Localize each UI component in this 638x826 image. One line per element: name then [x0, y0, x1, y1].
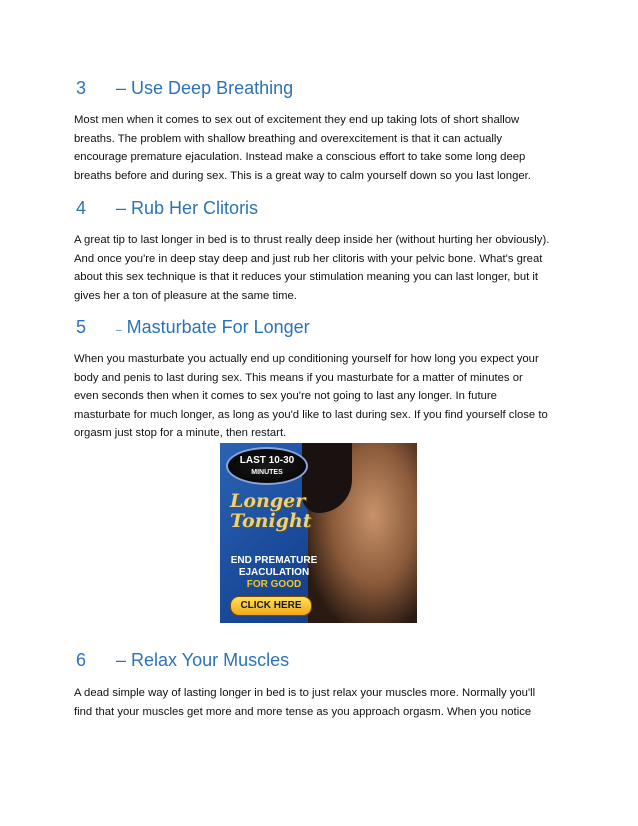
ad-tagline-emphasis: FOR GOOD — [246, 579, 302, 590]
section-number: 3 — [76, 78, 87, 98]
ad-badge-sub: MINUTES — [251, 469, 283, 476]
section-6-body: A dead simple way of lasting longer in bed is to just relax your muscles more. Normally you'll find that your muscles get more and more tense as you approach orgasm. When you notice — [74, 687, 536, 718]
section-dash: – — [116, 650, 127, 670]
section-number: 4 — [76, 198, 87, 218]
ad-script-line2: Tonight — [230, 510, 312, 532]
ad-banner[interactable] — [220, 443, 417, 623]
section-title: Use Deep Breathing — [131, 78, 294, 98]
section-title: Rub Her Clitoris — [131, 198, 259, 218]
ad-script-line1: Longer — [230, 490, 306, 512]
ad-tagline — [224, 543, 324, 603]
section-4-body: A great tip to last longer in bed is to thrust really deep inside her (without hurting her obviously). And once you're in deep stay deep and just rub her clitoris with your pelvic bone. What's great about this sex technique is that it reduces your stimulation meaning you can last longer, but it gives her a ton of pleasure at the same time. — [74, 234, 550, 302]
section-number: 5 — [76, 317, 87, 337]
section-3-heading — [76, 78, 293, 99]
ad-badge — [226, 447, 308, 485]
section-5-body: When you masturbate you actually end up conditioning yourself for how long you expect your body and penis to last during sex. This means if you masturbate for a matter of minutes or even seconds then when it comes to sex you're not going to last any longer. In future masturbate for much longer, as long as you'd like to last during sex. If you find yourself close to orgasm just stop for a minute, then restart. — [74, 353, 548, 440]
ad-script-title — [230, 491, 310, 531]
ad-badge-main: LAST 10-30 — [239, 455, 295, 466]
section-5-heading — [76, 317, 310, 338]
ad-click-here-button[interactable]: CLICK HERE — [230, 596, 312, 616]
section-dash: – — [116, 198, 127, 218]
section-dash: – — [116, 325, 122, 336]
section-dash: – — [116, 78, 127, 98]
section-4-heading — [76, 198, 258, 219]
ad-tagline-text: END PREMATURE EJACULATION — [230, 555, 318, 578]
section-title: Relax Your Muscles — [131, 650, 290, 670]
section-title: Masturbate For Longer — [126, 317, 310, 337]
section-3-body: Most men when it comes to sex out of excitement they end up taking lots of short shallow breaths. The problem with shallow breathing and overexcitement is that it can actually encourage premature ejaculation. Instead make a conscious effort to take some long deep breaths before and during sex. This is a great way to calm yourself down so you last longer. — [74, 114, 531, 182]
section-6-heading — [76, 650, 289, 671]
section-number: 6 — [76, 650, 87, 670]
